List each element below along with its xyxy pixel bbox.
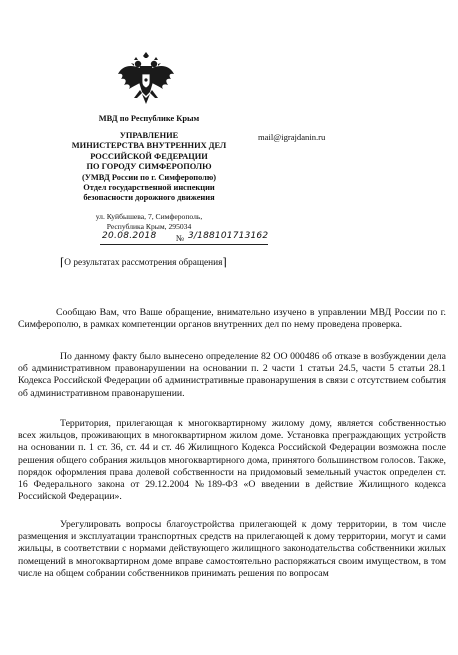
department-header-line: ПО ГОРОДУ СИМФЕРОПОЛЮ xyxy=(86,162,212,172)
paragraph-text: Урегулировать вопросы благоустройства прилегающей к дому территории, в том числе размещения и эксплуатации транспортных средств на прилегающей к дому территории, могут и сами жильцы, в соответствии с нормами действующего жилищного законодательства собственники жилых помещений в многоквартирном доме вправе самостоятельно распоряжаться своим имуществом, в том числе на общем собрании собственников принимать решения по вопросам xyxy=(18,519,446,579)
subject-right-bracket: ⌉ xyxy=(222,257,227,269)
department-address xyxy=(54,212,244,232)
paragraph-2 xyxy=(18,351,446,400)
paragraph-4 xyxy=(18,519,446,580)
department-header-line: безопасности дорожного движения xyxy=(83,193,215,203)
reference-underline xyxy=(100,244,268,245)
department-header-line: УПРАВЛЕНИЕ xyxy=(119,131,179,140)
number-label: № xyxy=(176,233,185,243)
ministry-regional-name: МВД по Республике Крым xyxy=(98,114,200,123)
handwritten-registration-number: 3/188101713162 xyxy=(188,231,269,241)
department-header-line: МИНИСТЕРСТВА ВНУТРЕННИХ ДЕЛ xyxy=(71,141,227,151)
paragraph-text: Сообщаю Вам, что Ваше обращение, внимательно изучено в управлении МВД России по г. Симферополю, в рамках компетенции органов внутренних дел по нему проведена проверка. xyxy=(18,307,446,331)
double-headed-eagle-emblem-icon xyxy=(116,52,176,112)
department-header xyxy=(54,131,244,204)
paragraph-3 xyxy=(18,418,446,503)
handwritten-date: 20.08.2018 xyxy=(102,231,157,241)
department-header-line: Отдел государственной инспекции xyxy=(83,183,215,193)
address-line: ул. Куйбышева, 7, Симферополь, xyxy=(95,212,203,221)
paragraph-1 xyxy=(18,307,446,331)
letter-subject xyxy=(60,256,227,269)
department-header-line: РОССИЙСКОЙ ФЕДЕРАЦИИ xyxy=(90,151,208,161)
paragraph-text: Территория, прилегающая к многоквартирному жилому дому, является собственностью всех жильцов, проживающих в многоквартирном жилом доме. Установка преграждающих устройств на основании п. 1 ст. 36, ст. 44 и ст. 46 Жилищного Кодекса Российской Федерации возможна после решения общего собрания жильцов многоквартирного дома, принятого большинством голосов. Также, порядок оформления права долевой собственности на придомовый земельный участок определен ст. 16 Федерального закона от 29.12.2004 №189-ФЗ «О введении в действие Жилищного кодекса Российской Федерации». xyxy=(18,418,446,503)
paragraph-text: По данному факту было вынесено определение 82 ОО 000486 об отказе в возбуждении дела об административном правонарушении на основании п. 2 части 1 статьи 24.5, части 5 статьи 28.1 Кодекса Российской Федерации об административные правонарушения в связи с отсутствием события об административном правонарушении. xyxy=(18,351,446,399)
subject-text: О результатах рассмотрения обращения xyxy=(64,258,223,268)
reference-line xyxy=(100,233,270,247)
subject-left-bracket: ⌈ xyxy=(60,257,65,269)
recipient-email: mail@igrajdanin.ru xyxy=(258,132,326,142)
department-header-line: (УМВД России по г. Симферополю) xyxy=(81,172,217,182)
address-line: Республика Крым, 295034 xyxy=(106,222,192,231)
